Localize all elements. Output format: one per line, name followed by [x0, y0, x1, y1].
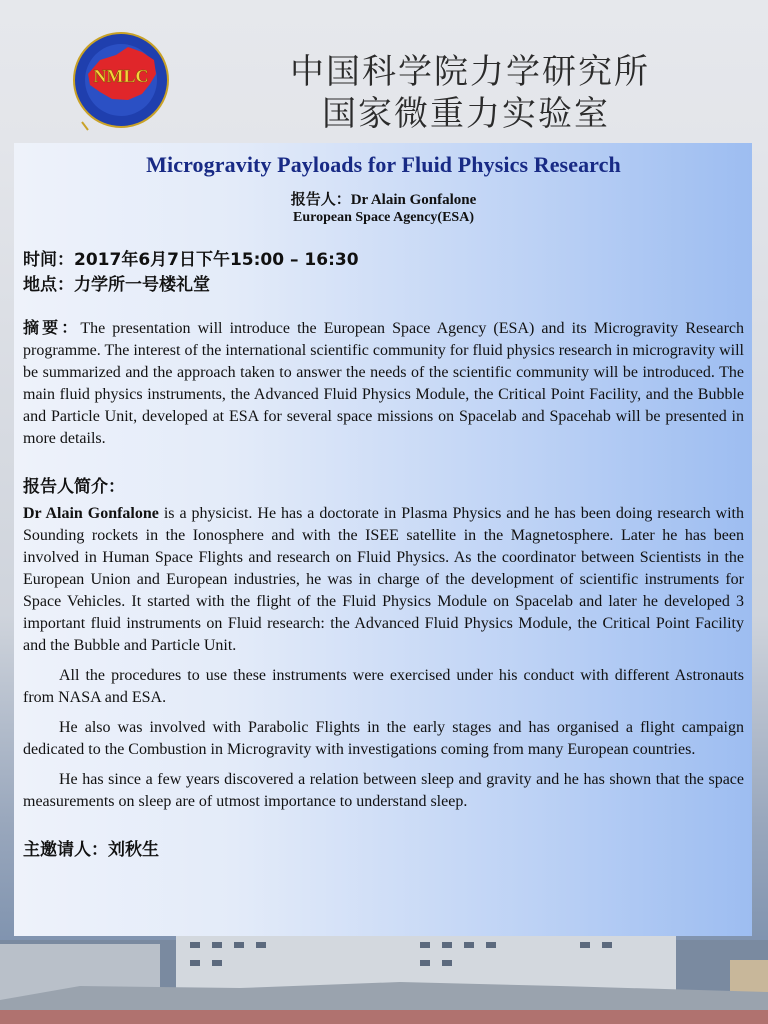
- talk-location: 地点：力学所一号楼礼堂: [23, 275, 210, 295]
- bio-paragraph-4: He has since a few years discovered a relation between sleep and gravity and he has shown that the space measurements on sleep are of utmost importance to understand sleep.: [23, 771, 744, 810]
- bio-paragraph-1: [23, 503, 744, 657]
- speaker-affiliation: European Space Agency(ESA): [293, 210, 474, 225]
- talk-title: Microgravity Payloads for Fluid Physics Research: [146, 152, 621, 177]
- header: [0, 0, 768, 145]
- speaker-line: 报告人：Dr Alain Gonfalone: [290, 192, 477, 208]
- bio-paragraph-3: He also was involved with Parabolic Flights in the early stages and has organised a flight campaign dedicated to the Combustion in Microgravity with investigations coming from many European countries.: [23, 719, 744, 758]
- logo-text: NMLC: [93, 66, 149, 86]
- bio-heading: 报告人简介：: [23, 477, 125, 497]
- host-line: 主邀请人：刘秋生: [23, 840, 159, 860]
- bio-text-1: is a physicist. He has a doctorate in Plasma Physics and he has been doing research with Sounding rockets in the Ionosphere and with the ISEE satellite in the Magnetosphere. Later he has been involved in Human Space Flights and research on Fluid Physics. As the coordinator between Scientists in the European Union and European industries, he was in charge of the development of scientific instruments for Space Vehicles. It started with the flight of the Fluid Physics Module on Spacelab and later he developed 3 important fluid instruments on Fluid research: the Advanced Fluid Physics Module, the Critical Point Facility and the Bubble and Particle Unit.: [23, 505, 744, 654]
- abstract-label: 摘要：: [23, 318, 81, 337]
- lab-name: 国家微重力实验室: [322, 94, 610, 134]
- abstract-paragraph: [23, 317, 744, 450]
- abstract-text: The presentation will introduce the European Space Agency (ESA) and its Microgravity Research programme. The interest of the international scientific community for fluid physics research in microgravity will be summarized and the approach taken to answer the needs of the scientific community will be introduced. The main fluid physics instruments, the Advanced Fluid Physics Module, the Critical Point Facility, and the Bubble and Particle Unit, developed at ESA for several space missions on Spacelab and Spacehab will be presented in more details.: [23, 320, 744, 447]
- announcement-panel: [14, 143, 752, 936]
- bio-paragraph-2: All the procedures to use these instruments were exercised under his conduct with different Astronauts from NASA and ESA.: [23, 667, 744, 706]
- talk-time: 时间：2017年6月7日下午15:00 – 16:30: [23, 250, 359, 270]
- bio-speaker-name: Dr Alain Gonfalone: [23, 505, 159, 522]
- institute-name: 中国科学院力学研究所: [290, 52, 650, 92]
- nmlc-logo: [66, 30, 176, 134]
